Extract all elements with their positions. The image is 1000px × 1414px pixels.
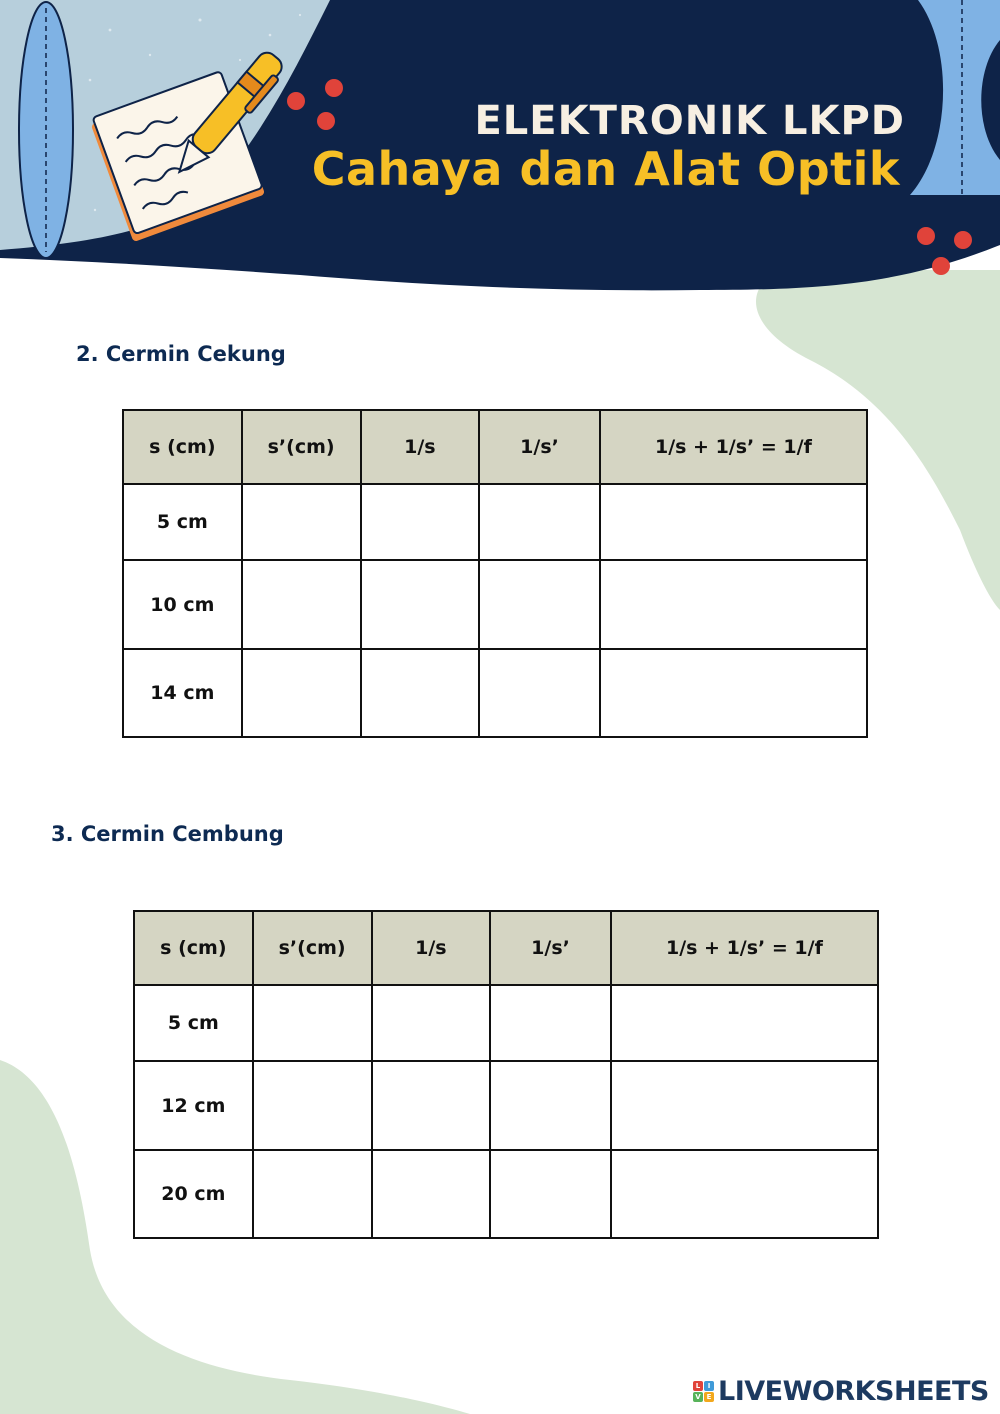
header-cell: 1/s’ (479, 410, 600, 484)
table-cermin-cembung (133, 910, 879, 1239)
table-row (134, 985, 878, 1061)
answer-cell[interactable] (600, 649, 867, 737)
section-title-cermin-cekung: 2. Cermin Cekung (76, 342, 286, 366)
table-row (134, 1061, 878, 1150)
answer-cell[interactable] (361, 649, 480, 737)
answer-cell[interactable] (361, 560, 480, 649)
header-cell: s (cm) (123, 410, 242, 484)
answer-cell[interactable] (490, 1061, 611, 1150)
header-title-line1: ELEKTRONIK LKPD (474, 98, 905, 144)
answer-cell[interactable] (479, 560, 600, 649)
header-cell: 1/s (361, 410, 480, 484)
answer-cell[interactable] (242, 560, 361, 649)
liveworksheets-logo[interactable] (693, 1374, 989, 1408)
header-title-line2: Cahaya dan Alat Optik (311, 142, 900, 196)
answer-cell[interactable] (490, 985, 611, 1061)
table-row (123, 484, 867, 560)
header-cell: s’(cm) (242, 410, 361, 484)
table-row (123, 649, 867, 737)
table-row (123, 560, 867, 649)
header-cell: 1/s + 1/s’ = 1/f (611, 911, 878, 985)
liveworksheets-badge-icon: L I V E (693, 1381, 714, 1402)
answer-cell[interactable] (479, 484, 600, 560)
answer-cell[interactable] (611, 1061, 878, 1150)
header-cell: 1/s + 1/s’ = 1/f (600, 410, 867, 484)
answer-cell[interactable] (611, 985, 878, 1061)
table-row (134, 1150, 878, 1238)
answer-cell[interactable] (242, 649, 361, 737)
answer-cell[interactable] (253, 1150, 372, 1238)
header-cell: 1/s’ (490, 911, 611, 985)
row-label-cell: 5 cm (123, 484, 242, 560)
answer-cell[interactable] (372, 1150, 491, 1238)
answer-cell[interactable] (479, 649, 600, 737)
header-cell: 1/s (372, 911, 491, 985)
answer-cell[interactable] (600, 484, 867, 560)
answer-cell[interactable] (253, 985, 372, 1061)
row-label-cell: 5 cm (134, 985, 253, 1061)
answer-cell[interactable] (253, 1061, 372, 1150)
table-header-row (123, 410, 867, 484)
row-label-cell: 12 cm (134, 1061, 253, 1150)
row-label-cell: 10 cm (123, 560, 242, 649)
row-label-cell: 14 cm (123, 649, 242, 737)
header-cell: s’(cm) (253, 911, 372, 985)
answer-cell[interactable] (600, 560, 867, 649)
header-cell: s (cm) (134, 911, 253, 985)
convex-lens-icon (19, 2, 73, 258)
answer-cell[interactable] (490, 1150, 611, 1238)
row-label-cell: 20 cm (134, 1150, 253, 1238)
section-title-cermin-cembung: 3. Cermin Cembung (51, 822, 284, 846)
answer-cell[interactable] (372, 1061, 491, 1150)
table-cermin-cekung (122, 409, 868, 738)
answer-cell[interactable] (611, 1150, 878, 1238)
table-header-row (134, 911, 878, 985)
answer-cell[interactable] (242, 484, 361, 560)
answer-cell[interactable] (361, 484, 480, 560)
answer-cell[interactable] (372, 985, 491, 1061)
liveworksheets-brand-text: LIVEWORKSHEETS (718, 1375, 989, 1407)
